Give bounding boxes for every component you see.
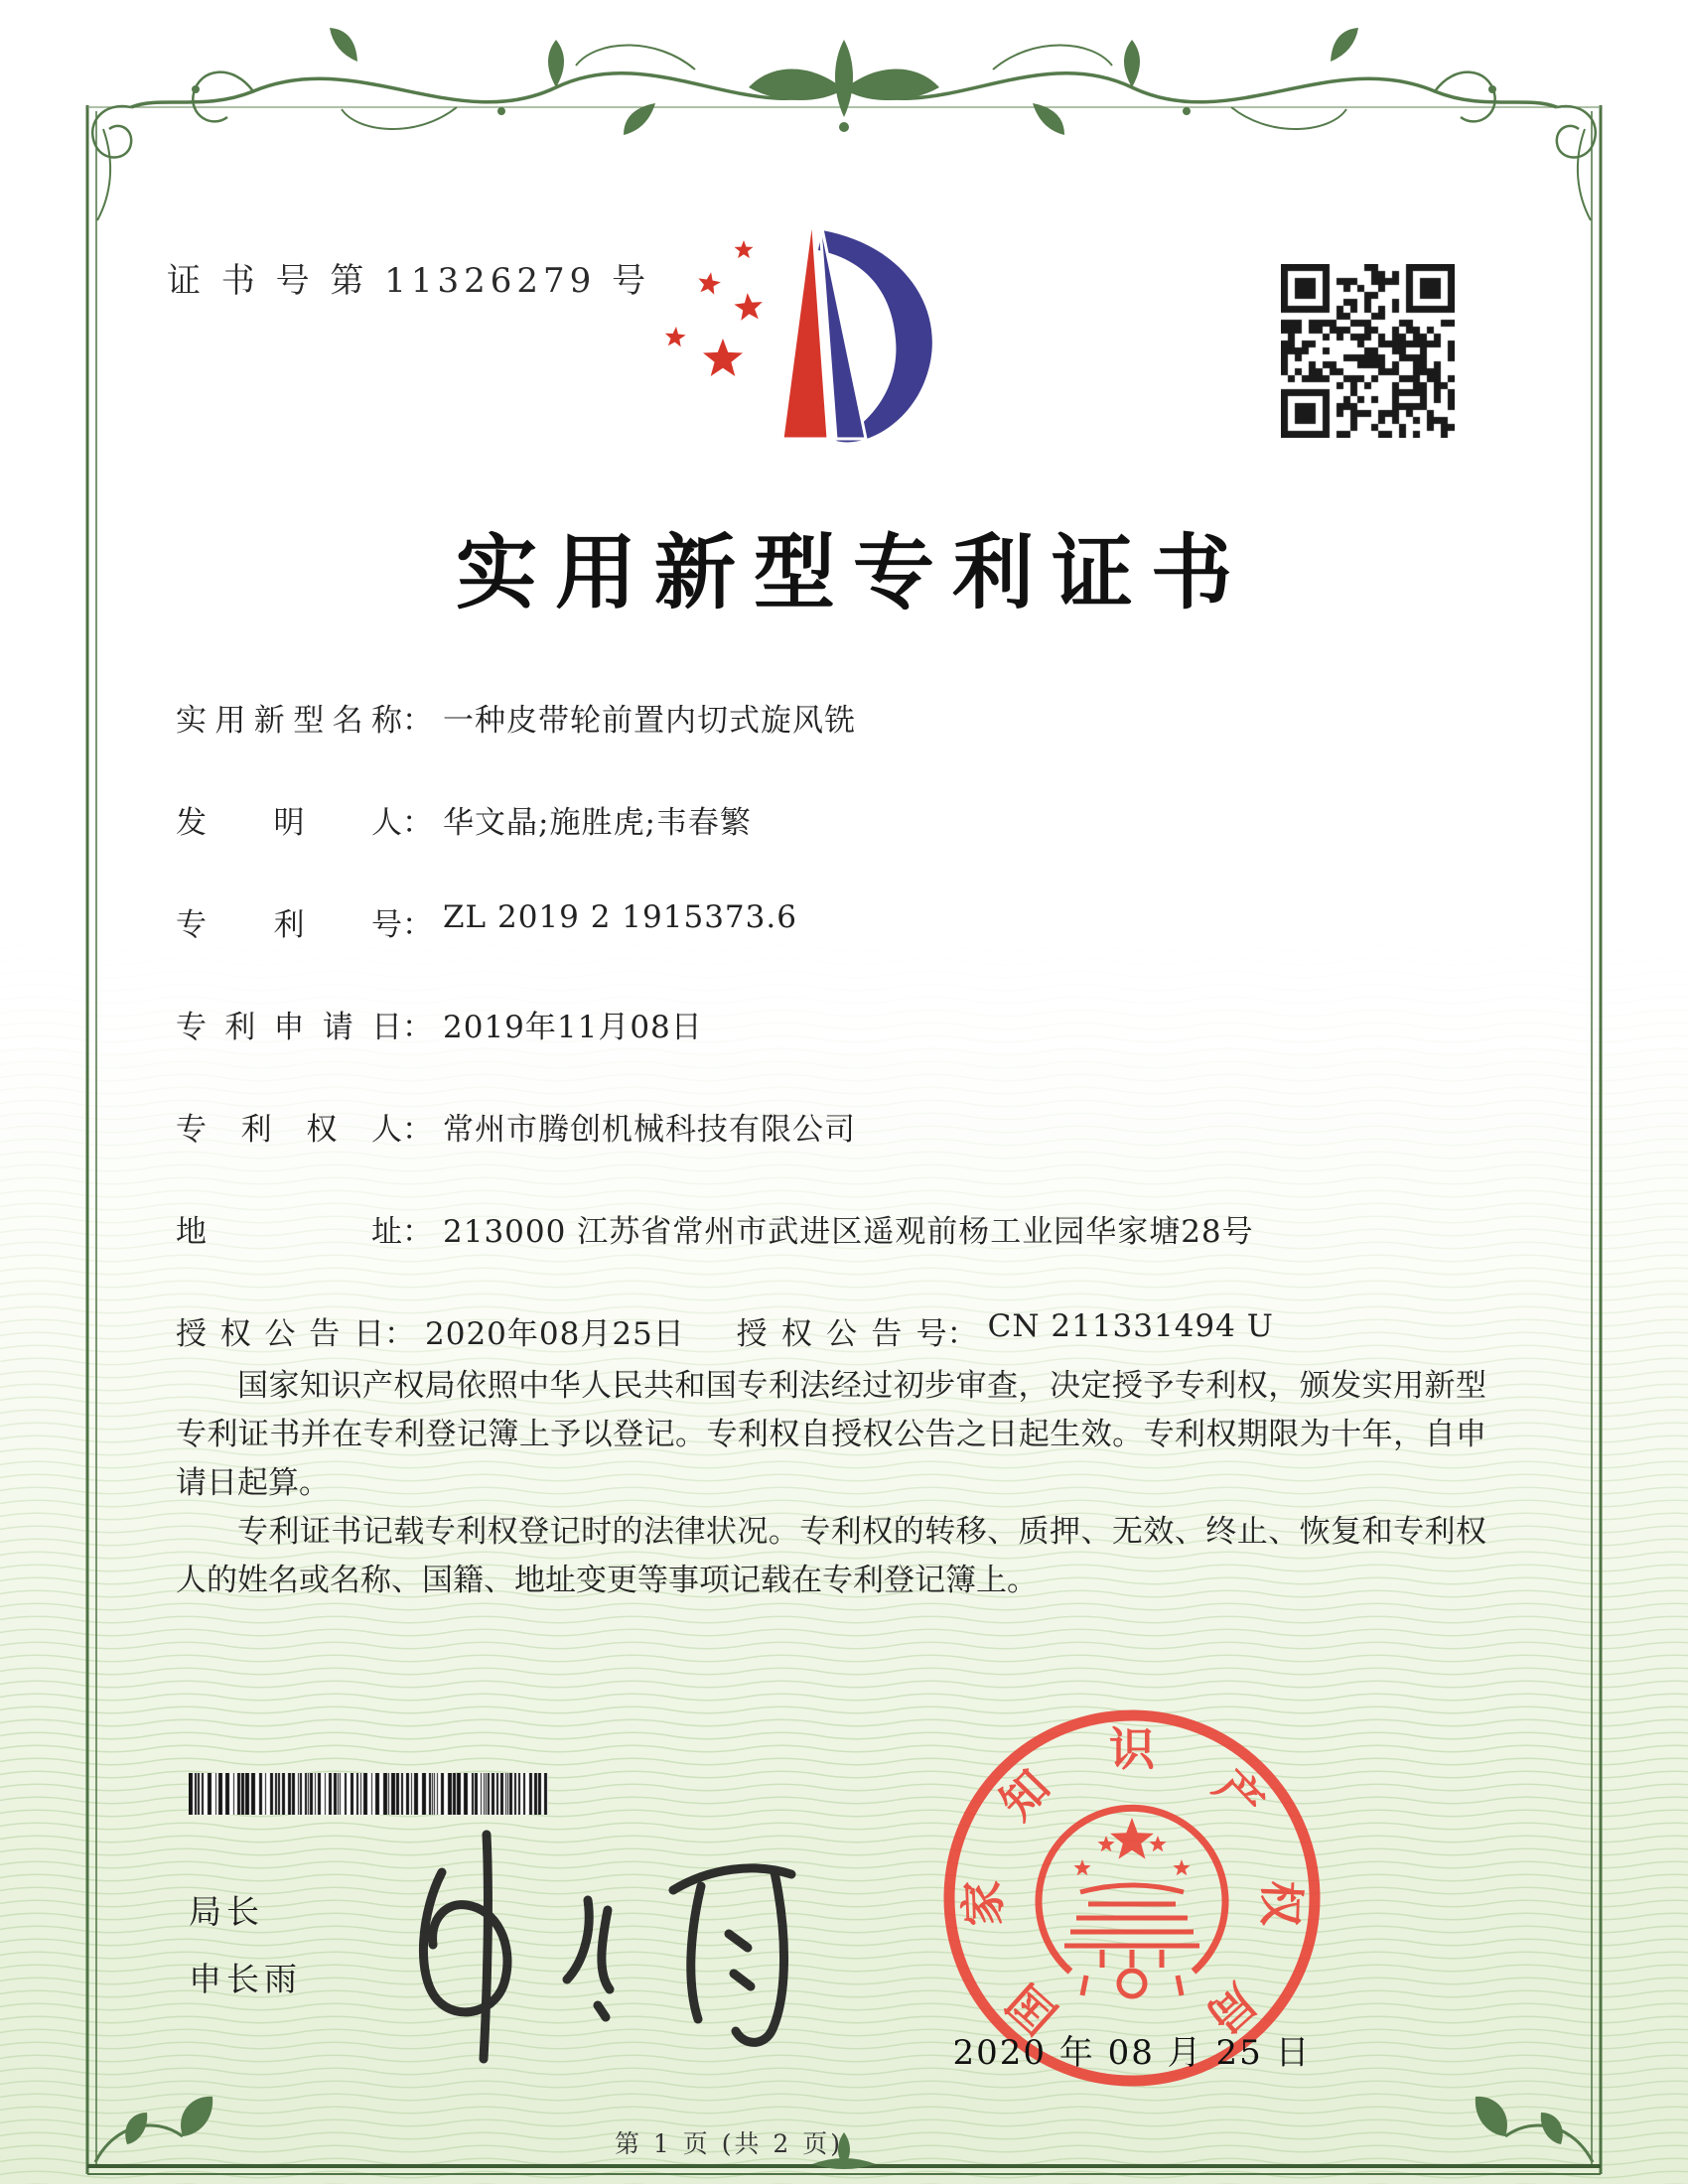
star-icon xyxy=(1173,1859,1190,1875)
field-row-filing-date xyxy=(176,1002,703,1046)
field-value: 常州市腾创机械科技有限公司 xyxy=(443,1112,856,1148)
seal-emblem-stars xyxy=(1073,1818,1190,1875)
field-label: 发明人 xyxy=(176,805,402,841)
field-colon: ： xyxy=(402,1112,433,1148)
legal-text-block xyxy=(176,1362,1486,1605)
field-label: 专利权人 xyxy=(176,1112,402,1148)
seal-ring-char: 权 xyxy=(1253,1879,1309,1928)
field-value: 2019年11月08日 xyxy=(443,1010,703,1045)
legal-paragraph-2: 专利证书记载专利权登记时的法律状况。专利权的转移、质押、无效、终止、恢复和专利权人的姓名或名称、国籍、地址变更等事项记载在专利登记簿上。 xyxy=(176,1514,1486,1598)
field-value: CN 211331494 U xyxy=(987,1308,1274,1344)
field-row-address xyxy=(176,1206,1254,1251)
field-row-grant-info xyxy=(176,1308,1274,1353)
field-label: 专利申请日 xyxy=(176,1010,402,1045)
field-row-patent-number xyxy=(176,899,797,944)
field-label: 专利号 xyxy=(176,907,402,943)
director-signature xyxy=(338,1815,834,2073)
seal-ring-char: 产 xyxy=(1203,1759,1275,1831)
field-value: ZL 2019 2 1915373.6 xyxy=(443,899,797,935)
officer-name: 申长雨 xyxy=(189,1961,302,1997)
field-row-utility-model-name xyxy=(176,695,856,740)
star-icon xyxy=(734,293,762,321)
field-row-inventors xyxy=(176,797,752,842)
star-icon xyxy=(1149,1836,1166,1851)
field-colon: ： xyxy=(946,1316,978,1352)
field-colon: ： xyxy=(402,907,433,943)
certificate-number: 证 书 号 第 11326279 号 xyxy=(167,261,651,301)
top-center-fleuron xyxy=(749,40,939,132)
star-icon xyxy=(1073,1859,1090,1875)
field-label: 地址 xyxy=(176,1214,402,1250)
star-icon xyxy=(698,272,721,295)
page-footer: 第 1 页 (共 2 页) xyxy=(614,2129,844,2158)
field-label: 实用新型名称 xyxy=(176,703,402,739)
field-colon: ： xyxy=(402,805,433,841)
star-icon xyxy=(735,240,754,258)
legal-paragraph-1: 国家知识产权局依照中华人民共和国专利法经过初步审查，决定授予专利权，颁发实用新型专利证书并在专利登记簿上予以登记。专利权自授权公告之日起生效。专利权期限为十年，自申请日起算。 xyxy=(176,1368,1486,1501)
seal-ring-char: 识 xyxy=(1109,1722,1155,1776)
cnipa-logo xyxy=(628,189,955,452)
field-value: 213000 江苏省常州市武进区遥观前杨工业园华家塘28号 xyxy=(443,1214,1254,1250)
field-colon: ： xyxy=(402,703,433,739)
seal-date: 2020 年 08 月 25 日 xyxy=(952,2033,1312,2073)
certificate-title: 实用新型专利证书 xyxy=(455,525,1250,620)
star-icon xyxy=(665,327,686,346)
grant-date-pair xyxy=(176,1308,685,1352)
cnipa-logo-icon xyxy=(628,189,955,452)
field-value: 一种皮带轮前置内切式旋风铣 xyxy=(443,703,856,739)
grant-number-pair xyxy=(736,1308,1274,1352)
field-colon: ： xyxy=(402,1214,433,1250)
logo-stars xyxy=(665,240,763,376)
field-colon: ： xyxy=(402,1010,433,1045)
field-row-patentee xyxy=(176,1104,856,1149)
barcode xyxy=(189,1773,548,1815)
seal-ring-char: 局 xyxy=(1196,1974,1267,2044)
field-label: 授权公告号 xyxy=(736,1316,947,1352)
field-value: 华文晶;施胜虎;韦春繁 xyxy=(443,805,752,841)
qr-code xyxy=(1281,264,1455,438)
star-icon xyxy=(703,339,743,376)
seal-ring-char: 家 xyxy=(955,1879,1011,1928)
star-icon xyxy=(1097,1836,1114,1851)
field-label: 授权公告日 xyxy=(176,1316,384,1352)
field-colon: ： xyxy=(384,1316,415,1352)
star-icon xyxy=(1110,1818,1154,1859)
field-value: 2020年08月25日 xyxy=(425,1316,685,1352)
officer-title: 局长 xyxy=(189,1893,264,1930)
seal-ring-char: 知 xyxy=(989,1759,1060,1831)
seal-ring-char: 国 xyxy=(997,1974,1067,2044)
seal-emblem-gate xyxy=(1064,1885,1199,1996)
